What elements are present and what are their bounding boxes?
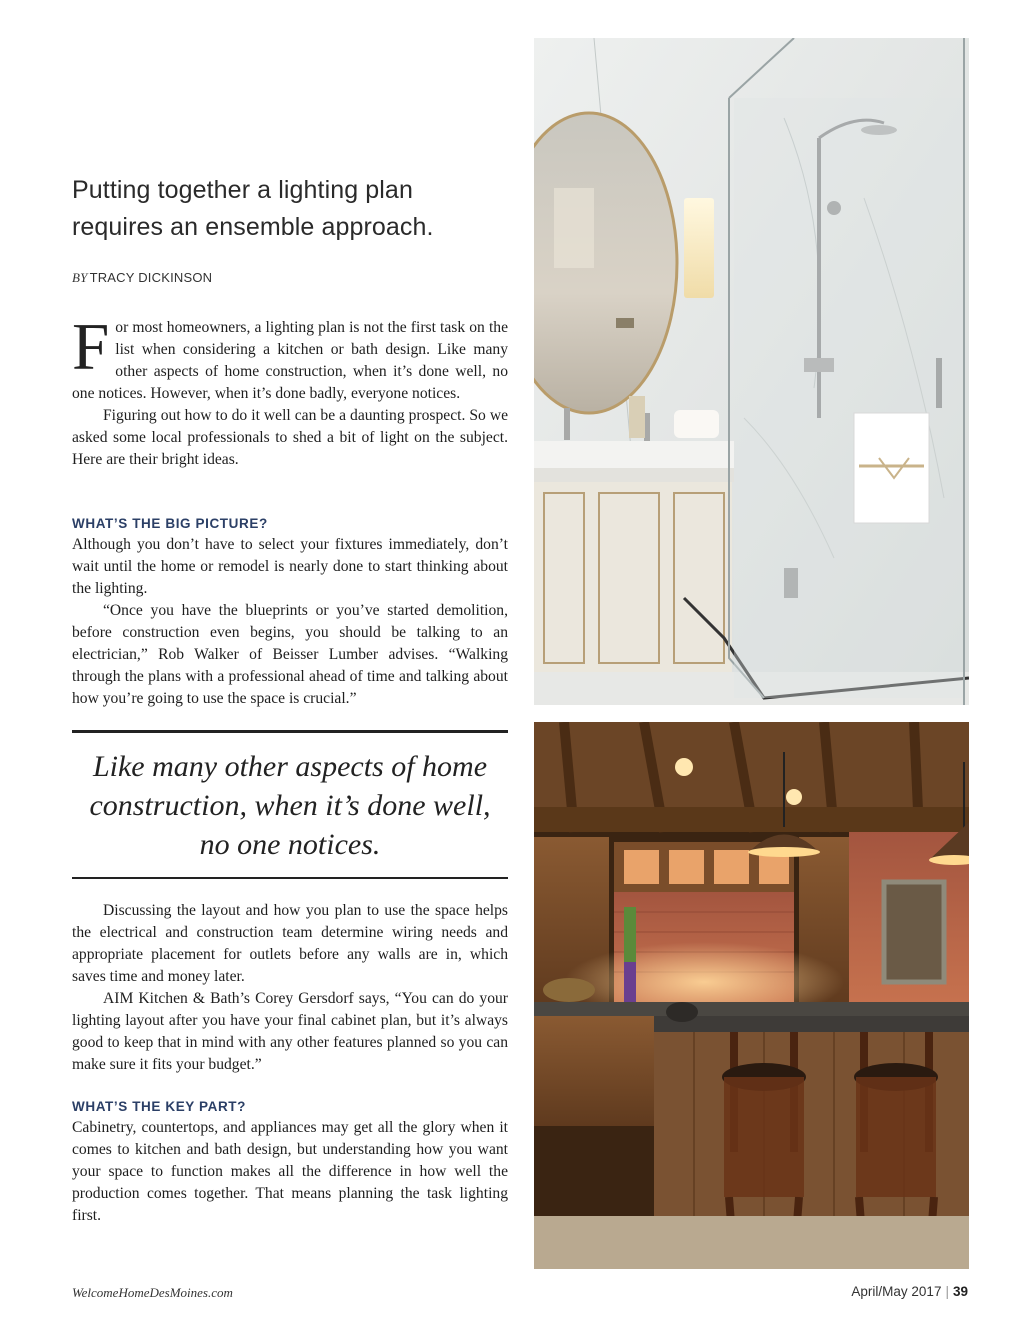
- pullquote-rule-top: [72, 730, 508, 733]
- kitchen-bar-photo: [534, 722, 969, 1269]
- key-part-section: [72, 1097, 508, 1227]
- layout-section: [72, 900, 508, 1076]
- big-picture-section: [72, 514, 508, 710]
- paragraph-4: “Once you have the blueprints or you’ve started demolition, before construction even begins, you should be talking to an electrician,” Rob Walker of Beisser Lumber advises. “Walking through the plans with a professional ahead of time and talking about how you’re going to use the space is crucial.”: [72, 602, 508, 707]
- footer-issue-info: [851, 1284, 968, 1299]
- paragraph-1-text: or most homeowners, a lighting plan is not the first task on the list when considering a kitchen or bath design. Like many other aspects of home construction, when it’s done well, no one notices. However, when it’s done badly, everyone notices.: [72, 319, 508, 402]
- pull-quote: Like many other aspects of home construction, when it’s done well, no one notices.: [89, 750, 491, 861]
- footer-website: WelcomeHomeDesMoines.com: [72, 1285, 233, 1300]
- paragraph-2: Figuring out how to do it well can be a daunting prospect. So we asked some local professionals to shed a bit of light on the subject. Here are their bright ideas.: [72, 407, 508, 468]
- footer-issue-date: April/May 2017: [851, 1284, 942, 1299]
- paragraph-6: AIM Kitchen & Bath’s Corey Gersdorf says, “You can do your lighting layout after you have your final cabinet plan, but it’s always good to keep that in mind with any other features planned so you can make sure it fits your budget.”: [72, 990, 508, 1073]
- byline-author: TRACY DICKINSON: [89, 270, 213, 285]
- subhead-key-part: WHAT’S THE KEY PART?: [72, 1099, 246, 1114]
- paragraph-1: [72, 310, 508, 405]
- byline-by: BY: [72, 270, 88, 285]
- drop-cap: F: [72, 310, 110, 384]
- bathroom-photo: [534, 38, 969, 705]
- page-number: 39: [952, 1284, 968, 1299]
- intro-section: [72, 310, 508, 471]
- paragraph-5: Discussing the layout and how you plan to use the space helps the electrical and construction team determine wiring needs and appropriate placement for outlets before any walls are in, which saves time and money later.: [72, 902, 508, 985]
- article-deck: Putting together a lighting plan requires an ensemble approach.: [72, 176, 434, 241]
- subhead-big-picture: WHAT’S THE BIG PICTURE?: [72, 516, 268, 531]
- footer-separator: |: [945, 1284, 949, 1299]
- paragraph-3: Although you don’t have to select your fixtures immediately, don’t wait until the home or remodel is nearly done to start thinking about the lighting.: [72, 536, 508, 597]
- byline: [72, 270, 212, 286]
- paragraph-7: Cabinetry, countertops, and appliances may get all the glory when it comes to kitchen and bath design, but understanding how you want your space to function makes all the difference in how well the production comes together. That means planning the task lighting first.: [72, 1119, 508, 1224]
- pullquote-rule-bottom: [72, 877, 508, 879]
